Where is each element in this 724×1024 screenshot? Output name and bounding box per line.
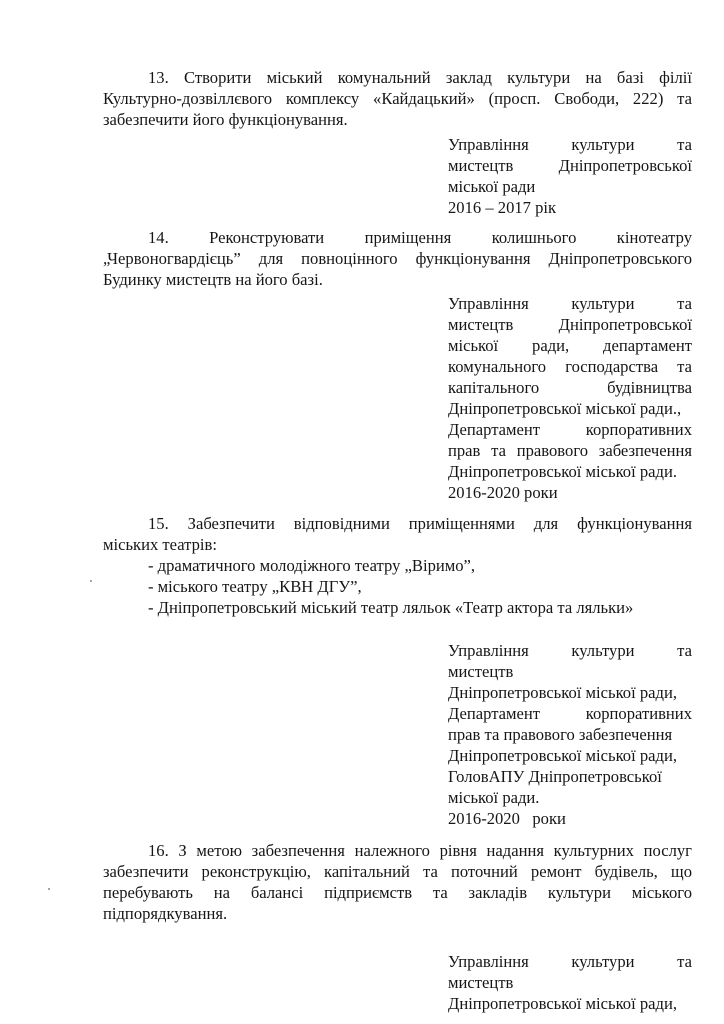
item-14-resp-9: Дніпропетровської міської ради. <box>448 462 677 481</box>
item-15-line-2: міських театрів: <box>103 535 217 554</box>
item-13-resp-1: Управління культури та <box>448 135 692 154</box>
item-14-resp-1: Управління культури та <box>448 294 692 313</box>
item-14-resp-8: прав та правового забезпечення <box>448 441 692 460</box>
item-14-resp-4: комунального господарства та <box>448 357 692 376</box>
item-14-resp-7: Департамент корпоративних <box>448 420 692 439</box>
item-14-resp-3: міської ради, департамент <box>448 336 692 355</box>
item-14-resp-5: капітального будівництва <box>448 378 692 397</box>
scan-speck <box>48 888 50 890</box>
item-14-resp-6: Дніпропетровської міської ради., <box>448 399 682 418</box>
item-15-resp-3: Дніпропетровської міської ради, <box>448 683 677 702</box>
item-14-line-1: 14. Реконструювати приміщення колишнього кінотеатру <box>148 228 692 247</box>
item-16-line-1: 16. З метою забезпечення належного рівня надання культурних послуг <box>148 841 692 860</box>
item-16-resp-1: Управління культури та <box>448 952 692 971</box>
item-15-theatre-1: - драматичного молодіжного театру „Віримо”, <box>148 556 476 575</box>
item-15-theatre-2: - міського театру „КВН ДГУ”, <box>148 577 362 596</box>
item-15-resp-4: Департамент корпоративних <box>448 704 692 723</box>
item-14-resp-2: мистецтв Дніпропетровської <box>448 315 692 334</box>
item-14-line-3: Будинку мистецтв на його базі. <box>103 270 323 289</box>
item-15-line-1: 15. Забезпечити відповідними приміщеннями для функціонування <box>148 514 692 533</box>
item-15-resp-6: Дніпропетровської міської ради, <box>448 746 677 765</box>
item-15-theatre-3: - Дніпропетровський міський театр ляльок «Театр актора та ляльки» <box>148 598 634 617</box>
item-15-resp-5: прав та правового забезпечення <box>448 725 673 744</box>
item-13-line-1: 13. Створити міський комунальний заклад культури на базі філії <box>148 68 692 87</box>
item-15-resp-1: Управління культури та <box>448 641 692 660</box>
item-16-line-4: підпорядкування. <box>103 904 228 923</box>
item-13-resp-4: 2016 – 2017 рік <box>448 198 557 217</box>
item-15-resp-9: 2016-2020 роки <box>448 809 566 828</box>
item-13-line-2: Культурно-дозвіллєвого комплексу «Кайдацький» (просп. Свободи, 222) та <box>103 89 692 108</box>
item-15-resp-7: ГоловАПУ Дніпропетровської <box>448 767 662 786</box>
item-16-resp-3: Дніпропетровської міської ради, <box>448 994 677 1013</box>
item-15-resp-8: міської ради. <box>448 788 540 807</box>
item-13-resp-3: міської ради <box>448 177 536 196</box>
item-13-line-3: забезпечити його функціонування. <box>103 110 348 129</box>
item-13-resp-2: мистецтв Дніпропетровської <box>448 156 692 175</box>
item-16-resp-2: мистецтв <box>448 973 514 992</box>
item-16-line-2: забезпечити реконструкцію, капітальний та поточний ремонт будівель, що <box>103 862 692 881</box>
item-16-line-3: перебувають на балансі підприємств та закладів культури міського <box>103 883 692 902</box>
item-14-resp-10: 2016-2020 роки <box>448 483 558 502</box>
item-15-resp-2: мистецтв <box>448 662 514 681</box>
scan-speck <box>90 580 92 582</box>
item-14-line-2: „Червоногвардієць” для повноцінного функціонування Дніпропетровського <box>103 249 692 268</box>
